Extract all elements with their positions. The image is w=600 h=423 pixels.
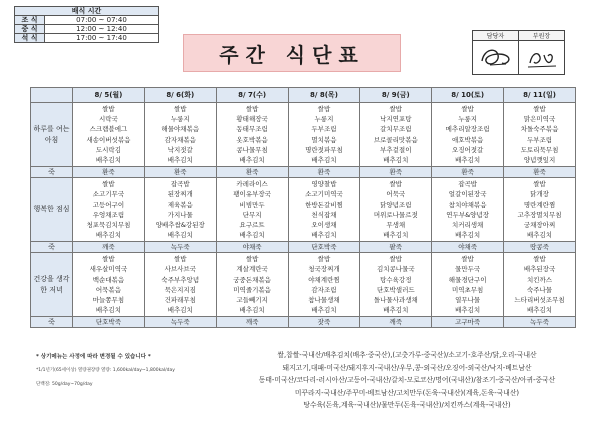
breakfast-time: 07:00 ~ 07:40 [45,16,159,25]
menu-item: 숙주나물 [526,285,553,294]
menu-item: 참나물생채 [308,296,340,304]
snack-cell: 환죽 [144,167,216,178]
menu-item: 제육볶음 [167,200,193,209]
snack-cell: 깨죽 [73,242,145,253]
snack-cell: 단호박죽 [288,242,360,253]
protein-note: 단백질: 50g/day~70g/day [36,382,93,387]
menu-item: 숙주부추앙념 [161,275,200,284]
menu-item: 쌀밥 [245,255,259,264]
menu-item: 어묵볶음 [95,285,121,294]
menu-item: 시락국 [99,115,118,124]
menu-item: 명란젓파무침 [305,145,343,154]
snack-cell: 야채죽 [432,242,504,253]
menu-item: 갈치무조림 [380,125,412,134]
menu-item: 열무나물 [455,296,481,304]
menu-item: 배추김치 [455,231,481,240]
menu-item: 한방돈갈비찜 [305,200,343,209]
origin-line: 동태-미국산/코다리-러시아산/고등어-국내산/갈치-모로코산/명어(국내산)/참조기-중국산/아귀-중국산 [258,376,556,385]
menu-item: 동태무조림 [236,125,268,134]
menu-item: 배추김치 [311,155,337,164]
menu-item: 멸치볶음 [311,135,337,144]
meal-row [31,103,576,167]
menu-cell [144,178,216,242]
menu-item: 배추김치 [383,155,409,164]
menu-item: 배추김치 [526,231,553,240]
menu-item: 요구르트 [239,220,265,229]
menu-item: 도토리묵무침 [520,145,559,154]
menu-item: 쌀밥 [317,105,331,113]
menu-item: 낙지연포탕 [380,115,412,124]
snack-cell: 단호박죽 [73,317,145,328]
menu-item: 쌀밥 [102,180,115,189]
snack-cell: 고구마죽 [432,317,504,328]
menu-item: 사브사브국 [164,265,196,274]
menu-item: 청국장찌개 [308,265,340,274]
menu-item: 배추김치 [239,306,265,315]
menu-item: 배추김치 [95,306,121,315]
lunch-time: 12:00 ~ 12:40 [45,25,159,34]
menu-item: 차돌숙주볶음 [520,125,559,134]
meal-label: 행복한 점심 [31,178,73,242]
snack-cell: 환죽 [432,167,504,178]
menu-item: 카레라이스 [236,180,268,189]
menu-item: 미역줄기볶음 [233,285,271,294]
signature-icon [476,43,516,73]
menu-cell [73,103,145,167]
snack-cell: 깨죽 [360,317,432,328]
menu-item: 맑은미역국 [523,115,556,124]
menu-item: 브로콜리맛볶음 [373,135,418,144]
snack-cell: 환죽 [288,167,360,178]
menu-item: 쌀밥 [173,255,187,264]
menu-cell [216,103,288,167]
menu-cell [288,103,360,167]
serving-times-header: 배식 시간 [15,7,159,16]
menu-item: 닭양념조림 [380,200,412,209]
origin-info [222,349,592,412]
snack-cell: 녹두죽 [144,242,216,253]
menu-item: 느타리버섯조무침 [514,296,565,304]
menu-item: 우엉채조림 [92,210,125,219]
menu-item: 해물야채볶음 [161,125,200,134]
menu-item: 배추김치 [239,155,265,164]
menu-item: 두부조림 [311,125,337,134]
snack-cell: 녹두죽 [504,317,576,328]
snack-cell: 잣죽 [288,317,360,328]
serving-times-table [14,6,159,43]
menu-item: 배추된장국 [523,265,556,274]
snack-cell: 야채죽 [216,242,288,253]
menu-item: 누룽지 [458,115,478,124]
approval-director-label: 부원장 [519,31,565,41]
dinner-label: 석 식 [15,34,45,43]
breakfast-label: 조 식 [15,16,45,25]
snack-row [31,242,576,253]
menu-cell [504,103,576,167]
menu-item: 쌀밥 [461,105,474,113]
menu-item: 닭개장 [530,190,549,199]
day-header: 8/ 10(토) [432,88,504,103]
meal-label: 하루를 여는 아침 [31,103,73,167]
menu-item: 쌀밥 [389,180,403,189]
menu-item: 어묵국 [386,190,406,199]
menu-item: 황태해장국 [236,115,268,124]
menu-item: 배추김치 [455,306,481,315]
menu-item: 된장찌개 [167,190,193,199]
menu-item: 감자채볶음 [164,135,196,144]
day-header: 8/ 5(월) [73,88,145,103]
menu-cell [360,253,432,317]
snack-cell: 환죽 [504,167,576,178]
menu-item: 쌀밥 [102,255,115,264]
menu-item: 무생채 [386,220,406,229]
menu-cell [360,178,432,242]
menu-item: 계살계란국 [236,265,268,274]
menu-cell [504,253,576,317]
menu-cell [216,253,288,317]
menu-item: 쌀밥 [102,105,115,113]
menu-item: 쌀밥 [461,255,474,264]
menu-item: 두부조림 [526,135,553,144]
snack-row [31,167,576,178]
day-header: 8/ 6(화) [144,88,216,103]
menu-item: 양념깻잎지 [523,155,556,164]
menu-item: 궁채장아찌 [523,220,556,229]
menu-item: 묵은지지짐 [164,285,196,294]
origin-line: 쌀,찹쌀-국내산/배추김치(배추·중국산),(고춧가루-중국산)/소고기-호주산/닭,오리-국내산 [277,351,537,359]
menu-item: 소고기미역국 [305,190,343,199]
snack-label: 죽 [31,167,73,178]
director-signature [519,41,565,75]
menu-cell [432,253,504,317]
approval-box [472,30,565,75]
day-header: 8/ 9(금) [360,88,432,103]
menu-item: 고들빼기지 [236,296,268,304]
menu-cell [288,253,360,317]
menu-item: 쌀밥 [389,255,403,264]
menu-item: 배추김치 [455,155,481,164]
menu-item: 해물경단구이 [448,275,487,284]
menu-item: 양배추쌈&강된장 [155,220,205,229]
calorie-note: *1/1년기(65세이상) 열량권장량 열량: 1,600kal/day~1,800kal/day [36,368,175,373]
menu-item: 마늘쫑무침 [92,296,125,304]
snack-cell: 녹두죽 [144,317,216,328]
day-header: 8/ 7(수) [216,88,288,103]
menu-item: 배추김치 [167,306,193,315]
menu-item: 야채계란찜 [308,275,340,284]
day-header: 8/ 8(목) [288,88,360,103]
menu-item: 쌀밥 [389,105,403,113]
menu-item: 가지나물 [167,210,193,219]
menu-cell [360,103,432,167]
menu-item: 치킨까스 [526,275,553,284]
menu-item: 새우살미역국 [89,265,128,274]
menu-item: 쌀밥 [317,255,331,264]
menu-cell [73,253,145,317]
menu-item: 고등어구이 [92,200,125,209]
snack-cell: 팥죽 [360,242,432,253]
weekly-menu-table [30,87,576,328]
menu-item: 메추리알장조림 [445,125,490,134]
meal-row [31,178,576,242]
snack-cell: 환죽 [360,167,432,178]
menu-item: 스크램블에그 [89,125,128,134]
menu-cell [432,178,504,242]
menu-item: 팽이유부장국 [233,190,271,199]
menu-item: 배추김치 [311,306,337,315]
menu-item: 탕수육강정 [380,275,412,284]
menu-item: 백순대볶음 [92,275,125,284]
menu-item: 배추김치 [167,231,193,240]
snack-label: 죽 [31,242,73,253]
menu-item: 쌀밥 [245,105,259,113]
menu-item: 궁중돈채볶음 [233,275,271,284]
menu-item: 오이생채 [311,220,337,229]
menu-item: 쌀밥 [173,105,187,113]
menu-item: 잡곡밥 [170,180,190,189]
menu-item: 배추김치 [383,306,409,315]
menu-item: 비빔만두 [239,200,265,209]
snack-label: 죽 [31,317,73,328]
menu-item: 옷호박볶음 [236,135,268,144]
change-notice: * 상기메뉴는 사정에 따라 변경될 수 있습니다 * [36,354,151,360]
menu-item: 잡곡밥 [458,180,478,189]
menu-item: 단호박샐러드 [376,285,415,294]
manager-signature [473,41,519,75]
menu-item: 돌나물사과생채 [373,296,418,304]
menu-item: 치커리생채 [451,220,484,229]
meal-label: 건강을 생각한 저녁 [31,253,73,317]
snack-cell: 환죽 [216,167,288,178]
day-header-row [31,88,576,103]
menu-item: 배추김치 [383,231,409,240]
menu-cell [73,178,145,242]
corner-cell [31,88,73,103]
menu-cell [144,253,216,317]
menu-item: 건파래무침 [164,296,196,304]
menu-item: 쌀밥 [533,180,546,189]
menu-cell [288,178,360,242]
snack-cell: 깨죽 [216,317,288,328]
menu-cell [216,178,288,242]
snack-row [31,317,576,328]
menu-item: 물만두국 [455,265,481,274]
menu-item: 연두부&양념장 [446,210,490,219]
menu-item: 쌀밥 [533,105,546,113]
menu-item: 김치콩나물국 [376,265,415,274]
menu-cell [504,178,576,242]
menu-item: 영양찰밥 [311,180,337,189]
menu-item: 머위로나물르젓 [373,210,418,219]
menu-item: 배추김치 [95,155,121,164]
menu-item: 누룽지 [170,115,190,124]
menu-item: 배추김치 [167,155,193,164]
menu-cell [432,103,504,167]
menu-item: 고추장멸치무침 [517,210,562,219]
menu-item: 새송이버섯볶음 [86,135,131,144]
menu-item: 배추김치 [311,231,337,240]
menu-item: 명란계란찜 [523,200,556,209]
menu-item: 배추김치 [239,231,265,240]
menu-item: 청포묵김치무침 [86,220,131,229]
menu-item: 오징어젓갈 [451,145,484,154]
menu-item: 부추겉절이 [380,145,412,154]
signature-icon [522,43,562,73]
origin-line: 탕수육(돈육,계육-국내산)/물만두(돈육-국내산)/치킨까스(계육-국내산) [303,401,511,410]
menu-item: 참치야채볶음 [448,200,487,209]
page-title: 주간 식단표 [183,34,401,72]
menu-item: 도시락김 [95,145,121,154]
menu-item: 천식잡채 [311,210,337,219]
menu-cell [144,103,216,167]
approval-manager-label: 담당자 [473,31,519,41]
menu-item: 배추김치 [526,306,553,315]
origin-line: 미꾸라지-국내산/주꾸미-베트남산/고치만두(돈육-국내산)(계육,돈육-국내산) [294,388,520,397]
menu-item: 쌀밥 [533,255,546,264]
menu-item: 낙지젓갈 [167,145,193,154]
day-header: 8/ 11(일) [504,88,576,103]
menu-item: 누룽지 [314,115,334,124]
menu-item: 배추김치 [95,231,121,240]
menu-item: 애호박볶음 [451,135,484,144]
menu-item: 소고기무국 [92,190,125,199]
snack-cell: 환죽 [73,167,145,178]
snack-cell: 땅콩죽 [504,242,576,253]
menu-item: 얼갈이된장국 [448,190,487,199]
menu-item: 감자조림 [311,285,337,294]
menu-item: 콩나물무침 [236,145,268,154]
origin-line: 돼지고기,대패-미국산/돼지후지-국내산/우무,콩-외국산/오징어-외국산/낙지-베트남산 [282,363,532,372]
menu-item: 미역초무침 [451,285,484,294]
lunch-label: 중 식 [15,25,45,34]
menu-item: 단무지 [242,210,262,219]
meal-row [31,253,576,317]
dinner-time: 17:00 ~ 17:40 [45,34,159,43]
